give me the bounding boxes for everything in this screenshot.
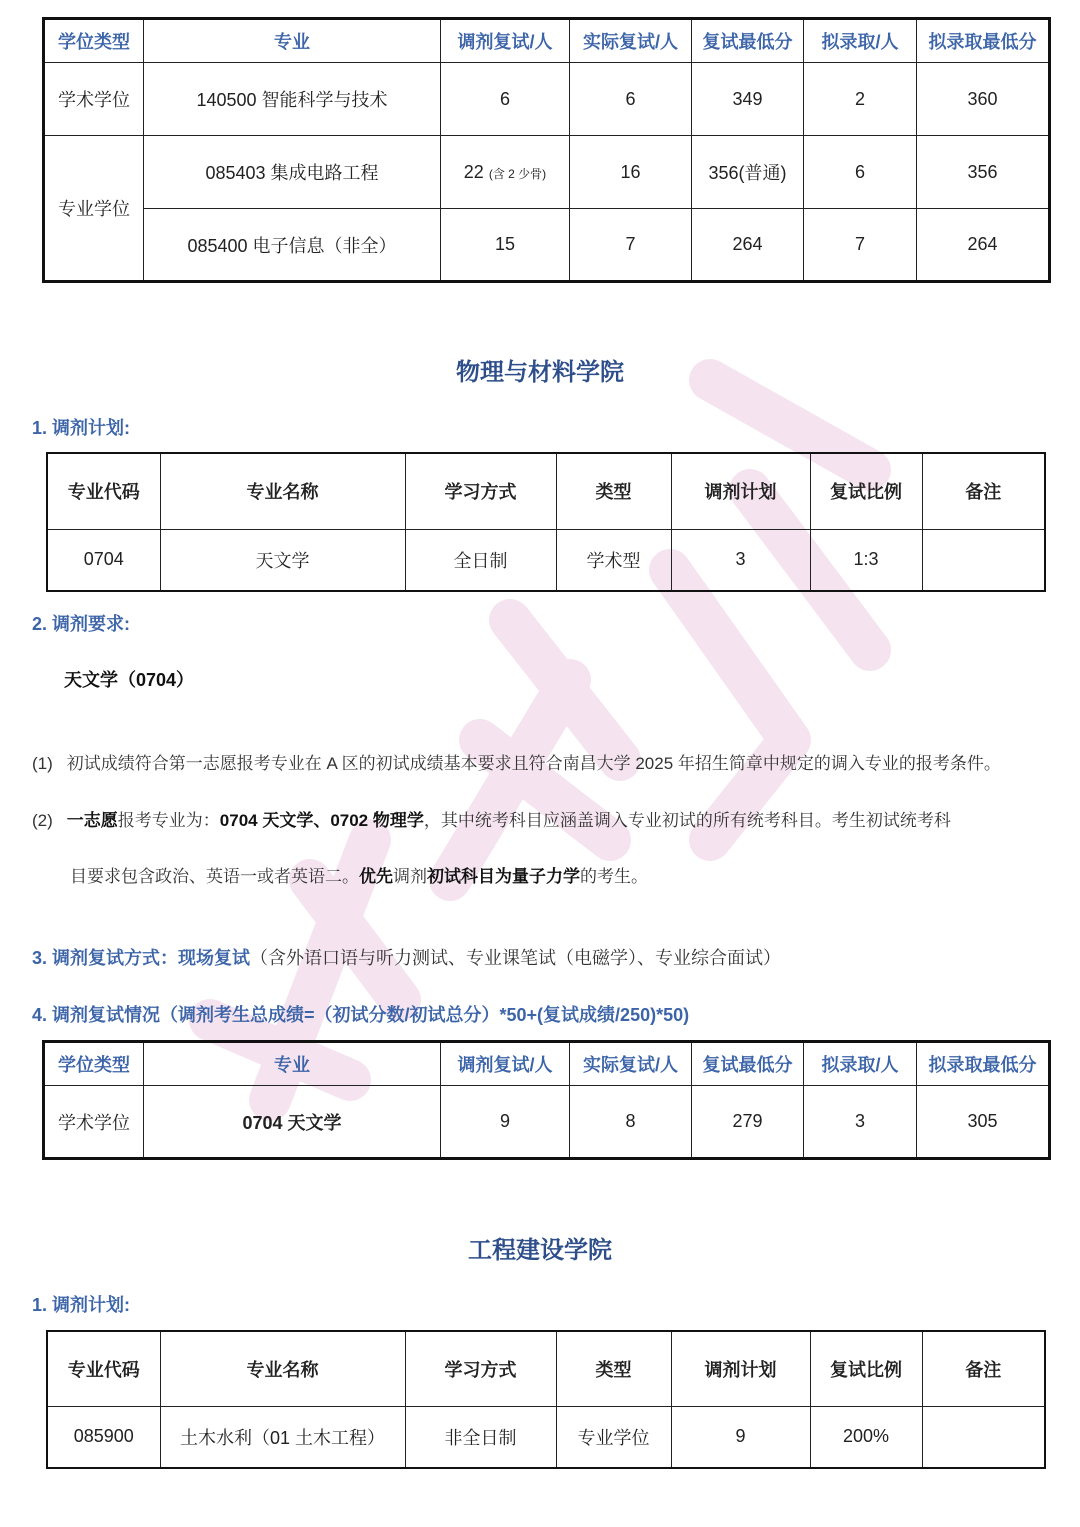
header-note: 备注 (922, 453, 1045, 529)
requirement-2-text-2: ，其中统考科目应涵盖调入专业初试的所有统考科目。考生初试统考科 (423, 811, 951, 830)
adjust-cell: 15 (441, 209, 570, 282)
physics-requirements-heading: 2. 调剂要求: (32, 614, 131, 634)
header-major: 专业 (144, 19, 441, 63)
retest-method-heading (32, 944, 781, 970)
note-cell (922, 1406, 1045, 1468)
requirement-2-bold-3: 优先 (359, 867, 393, 886)
admit-min-cell: 305 (917, 1086, 1050, 1159)
type-cell: 学术型 (556, 529, 671, 591)
admit-min-cell: 264 (917, 209, 1050, 282)
min-score-cell: 264 (692, 209, 804, 282)
header-min-score: 复试最低分 (692, 19, 804, 63)
retest-situation-heading: 4. 调剂复试情况（调剂考生总成绩=（初试分数/初试总分）*50+(复试成绩/250)*50) (32, 1005, 690, 1025)
name-cell: 土木水利（01 土木工程） (160, 1406, 405, 1468)
adjust-note: (含 2 少骨) (488, 166, 547, 181)
physics-section-title: 物理与材料学院 (456, 359, 624, 386)
header-admit-min: 拟录取最低分 (917, 19, 1050, 63)
requirement-2-text-3: 目要求包含政治、英语一或者英语二。 (70, 867, 359, 886)
requirement-2-text-4: 调剂 (393, 867, 427, 886)
header-admit: 拟录取/人 (804, 19, 917, 63)
plan-cell: 9 (671, 1406, 810, 1468)
header-adjust-retest: 调剂复试/人 (441, 1042, 570, 1086)
requirement-1 (32, 749, 1001, 774)
actual-cell: 6 (570, 63, 692, 136)
mode-cell: 非全日制 (405, 1406, 556, 1468)
header-major: 专业 (144, 1042, 441, 1086)
retest-method-detail: （含外语口语与听力测试、专业课笔试（电磁学）、专业综合面试） (250, 948, 782, 968)
header-admit: 拟录取/人 (804, 1042, 917, 1086)
requirement-1-text: 初试成绩符合第一志愿报考专业在 A 区的初试成绩基本要求且符合南昌大学 2025 年招生简章中规定的调入专业的报考条件。 (66, 754, 1001, 773)
requirement-2-line-1 (32, 806, 951, 831)
score-table-header-row (44, 1042, 1050, 1086)
header-mode: 学习方式 (405, 453, 556, 529)
header-plan: 调剂计划 (671, 1331, 810, 1406)
score-table-top (42, 17, 1051, 283)
requirement-1-number: (1) (32, 754, 53, 773)
table-row (44, 136, 1050, 209)
admit-min-cell: 356 (917, 136, 1050, 209)
header-name: 专业名称 (160, 1331, 405, 1406)
major-cell: 140500 智能科学与技术 (144, 63, 441, 136)
header-type: 类型 (556, 453, 671, 529)
requirement-2-line-2 (70, 862, 648, 887)
code-cell: 0704 (47, 529, 160, 591)
header-actual-retest: 实际复试/人 (570, 1042, 692, 1086)
retest-method-label: 3. 调剂复试方式：现场复试 (32, 948, 251, 968)
plan-cell: 3 (671, 529, 810, 591)
header-code: 专业代码 (47, 1331, 160, 1406)
header-plan: 调剂计划 (671, 453, 810, 529)
degree-type-cell: 专业学位 (44, 136, 144, 282)
degree-type-cell: 学术学位 (44, 1086, 144, 1159)
code-cell: 085900 (47, 1406, 160, 1468)
physics-score-table (42, 1040, 1051, 1160)
major-title: 天文学（0704） (64, 670, 195, 690)
table-row (47, 1406, 1045, 1468)
requirement-2-text-5: 的考生。 (580, 867, 648, 886)
physics-plan-heading: 1. 调剂计划: (32, 418, 131, 438)
admit-min-cell: 360 (917, 63, 1050, 136)
header-degree-type: 学位类型 (44, 1042, 144, 1086)
admit-cell: 3 (804, 1086, 917, 1159)
admit-cell: 7 (804, 209, 917, 282)
header-min-score: 复试最低分 (692, 1042, 804, 1086)
header-ratio: 复试比例 (810, 1331, 922, 1406)
header-mode: 学习方式 (405, 1331, 556, 1406)
header-type: 类型 (556, 1331, 671, 1406)
engineering-plan-heading: 1. 调剂计划: (32, 1295, 131, 1315)
header-adjust-retest: 调剂复试/人 (441, 19, 570, 63)
requirement-2-bold-4: 初试科目为量子力学 (427, 867, 580, 886)
admit-cell: 2 (804, 63, 917, 136)
type-cell: 专业学位 (556, 1406, 671, 1468)
requirement-2-bold-1: 一志愿 (66, 811, 118, 830)
engineering-plan-table (46, 1330, 1046, 1469)
note-cell (922, 529, 1045, 591)
header-admit-min: 拟录取最低分 (917, 1042, 1050, 1086)
adjust-cell: 6 (441, 63, 570, 136)
adjust-value: 22 (463, 161, 484, 182)
requirement-2-text-1: 报考专业为： (117, 811, 220, 830)
mode-cell: 全日制 (405, 529, 556, 591)
engineering-section-title: 工程建设学院 (468, 1237, 612, 1264)
adjust-cell (441, 136, 570, 209)
table-row (47, 529, 1045, 591)
plan-header-row (47, 1331, 1045, 1406)
actual-cell: 16 (570, 136, 692, 209)
actual-cell: 8 (570, 1086, 692, 1159)
major-cell: 0704 天文学 (144, 1086, 441, 1159)
actual-cell: 7 (570, 209, 692, 282)
requirement-2-number: (2) (32, 811, 53, 830)
name-cell: 天文学 (160, 529, 405, 591)
ratio-cell: 1:3 (810, 529, 922, 591)
header-code: 专业代码 (47, 453, 160, 529)
major-cell: 085400 电子信息（非全） (144, 209, 441, 282)
table-row (44, 209, 1050, 282)
table-row (44, 1086, 1050, 1159)
adjust-cell: 9 (441, 1086, 570, 1159)
header-actual-retest: 实际复试/人 (570, 19, 692, 63)
header-note: 备注 (922, 1331, 1045, 1406)
plan-header-row (47, 453, 1045, 529)
min-score-cell: 356(普通) (692, 136, 804, 209)
header-degree-type: 学位类型 (44, 19, 144, 63)
admit-cell: 6 (804, 136, 917, 209)
major-cell: 085403 集成电路工程 (144, 136, 441, 209)
degree-type-cell: 学术学位 (44, 63, 144, 136)
min-score-cell: 349 (692, 63, 804, 136)
header-ratio: 复试比例 (810, 453, 922, 529)
physics-plan-table (46, 452, 1046, 592)
table-row (44, 63, 1050, 136)
ratio-cell: 200% (810, 1406, 922, 1468)
score-table-header-row (44, 19, 1050, 63)
requirement-2-bold-2: 0704 天文学、0702 物理学 (219, 811, 424, 830)
min-score-cell: 279 (692, 1086, 804, 1159)
header-name: 专业名称 (160, 453, 405, 529)
